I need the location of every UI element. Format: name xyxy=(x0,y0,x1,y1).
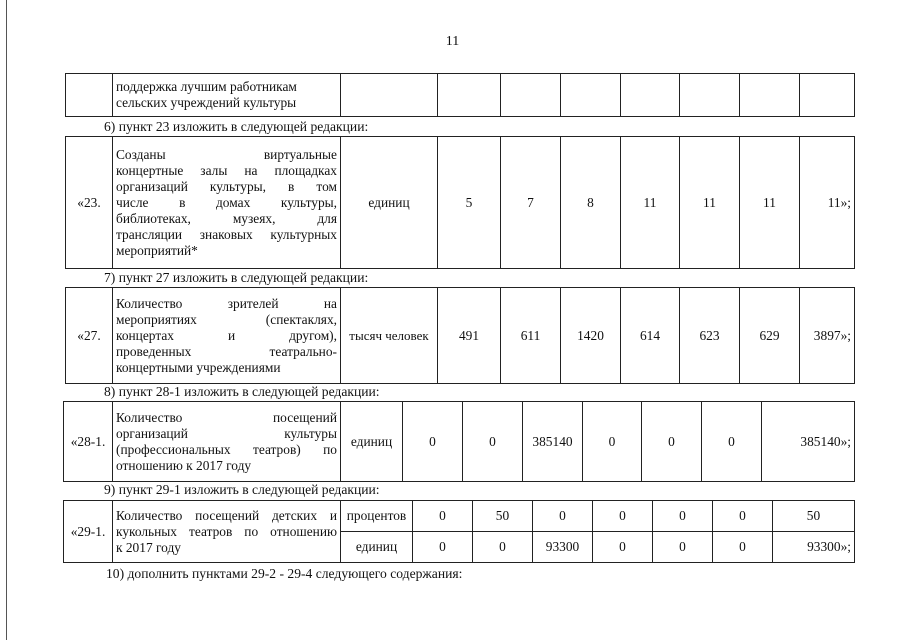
table-support xyxy=(65,73,855,117)
value-cell: 611 xyxy=(501,288,561,384)
value-cell: 614 xyxy=(621,288,680,384)
table-23 xyxy=(65,136,855,269)
value-cell xyxy=(740,74,800,117)
value-cell: 93300»; xyxy=(773,532,855,563)
indicator-cell xyxy=(113,288,341,384)
table-row xyxy=(66,137,855,269)
caption-8: 8) пункт 28-1 изложить в следующей редакции: xyxy=(104,384,380,399)
value-cell: 629 xyxy=(740,288,800,384)
index-cell: «29-1. xyxy=(64,501,113,563)
value-cell: 0 xyxy=(593,532,653,563)
indicator-cell xyxy=(113,501,341,563)
value-cell: 0 xyxy=(413,532,473,563)
caption-9: 9) пункт 29-1 изложить в следующей редакции: xyxy=(104,482,380,497)
value-cell: 93300 xyxy=(533,532,593,563)
index-cell: «23. xyxy=(66,137,113,269)
value-cell: 50 xyxy=(473,501,533,532)
value-cell: 3897»; xyxy=(800,288,855,384)
indicator-line: Количество зрителей на xyxy=(116,295,337,311)
value-cell: 0 xyxy=(473,532,533,563)
index-cell: «27. xyxy=(66,288,113,384)
caption-10: 10) дополнить пунктами 29-2 - 29-4 следующего содержания: xyxy=(106,566,463,581)
indicator-line: библиотеках, музеях, для xyxy=(116,210,337,226)
value-cell xyxy=(621,74,680,117)
indicator-line: мероприятий* xyxy=(116,242,198,258)
indicator-cell xyxy=(113,74,341,117)
value-cell: 491 xyxy=(438,288,501,384)
value-cell: 623 xyxy=(680,288,740,384)
unit-cell: единиц xyxy=(341,402,403,482)
value-cell: 385140 xyxy=(523,402,583,482)
value-cell xyxy=(561,74,621,117)
value-cell: 0 xyxy=(533,501,593,532)
unit-cell: процентов xyxy=(341,501,413,532)
value-cell xyxy=(680,74,740,117)
value-cell: 0 xyxy=(653,532,713,563)
table-row xyxy=(66,74,855,117)
indicator-line: (профессиональных театров) по xyxy=(116,441,337,457)
value-cell: 0 xyxy=(583,402,642,482)
value-cell: 11 xyxy=(680,137,740,269)
index-cell: «28-1. xyxy=(64,402,113,482)
caption-6: 6) пункт 23 изложить в следующей редакции: xyxy=(104,119,369,134)
indicator-line: сельских учреждений культуры xyxy=(116,95,297,110)
value-cell xyxy=(800,74,855,117)
indicator-line: Созданы виртуальные xyxy=(116,146,337,162)
indicator-line: организаций культуры, в том xyxy=(116,178,337,194)
index-cell xyxy=(66,74,113,117)
table-28-1 xyxy=(63,401,855,482)
indicator-cell xyxy=(113,402,341,482)
table-row xyxy=(64,402,855,482)
table-row xyxy=(64,501,855,532)
unit-cell xyxy=(341,74,438,117)
indicator-line: концертными учреждениями xyxy=(116,359,281,375)
indicator-line: проведенных театрально- xyxy=(116,343,337,359)
indicator-line: трансляции знаковых культурных xyxy=(116,226,337,242)
value-cell xyxy=(438,74,501,117)
indicator-line: числе в домах культуры, xyxy=(116,194,337,210)
value-cell: 0 xyxy=(713,532,773,563)
value-cell: 11 xyxy=(740,137,800,269)
indicator-line: поддержка лучшим работникам xyxy=(116,79,297,94)
indicator-line: отношению к 2017 году xyxy=(116,457,252,473)
unit-cell: единиц xyxy=(341,532,413,563)
value-cell: 385140»; xyxy=(762,402,855,482)
value-cell: 7 xyxy=(501,137,561,269)
value-cell: 0 xyxy=(702,402,762,482)
table-27 xyxy=(65,287,855,384)
value-cell: 0 xyxy=(713,501,773,532)
value-cell: 11»; xyxy=(800,137,855,269)
indicator-line: мероприятиях (спектаклях, xyxy=(116,311,337,327)
value-cell: 5 xyxy=(438,137,501,269)
unit-cell: тысяч человек xyxy=(341,288,438,384)
value-cell: 50 xyxy=(773,501,855,532)
indicator-line: Количество посещений xyxy=(116,409,337,425)
table-29-1 xyxy=(63,500,855,563)
value-cell: 0 xyxy=(463,402,523,482)
page-number: 11 xyxy=(445,34,460,49)
value-cell: 1420 xyxy=(561,288,621,384)
table-row xyxy=(66,288,855,384)
indicator-line: концертах и другом), xyxy=(116,327,337,343)
unit-cell: единиц xyxy=(341,137,438,269)
indicator-cell xyxy=(113,137,341,269)
value-cell: 0 xyxy=(642,402,702,482)
value-cell: 0 xyxy=(403,402,463,482)
value-cell: 0 xyxy=(593,501,653,532)
indicator-line: Количество посещений детских и xyxy=(116,507,337,523)
caption-7: 7) пункт 27 изложить в следующей редакции: xyxy=(104,270,369,285)
value-cell xyxy=(501,74,561,117)
value-cell: 11 xyxy=(621,137,680,269)
indicator-line: кукольных театров по отношению xyxy=(116,523,337,539)
value-cell: 0 xyxy=(413,501,473,532)
indicator-line: концертные залы на площадках xyxy=(116,162,337,178)
indicator-line: к 2017 году xyxy=(116,539,181,555)
indicator-line: организаций культуры xyxy=(116,425,337,441)
page-edge-line xyxy=(6,0,7,640)
value-cell: 8 xyxy=(561,137,621,269)
value-cell: 0 xyxy=(653,501,713,532)
